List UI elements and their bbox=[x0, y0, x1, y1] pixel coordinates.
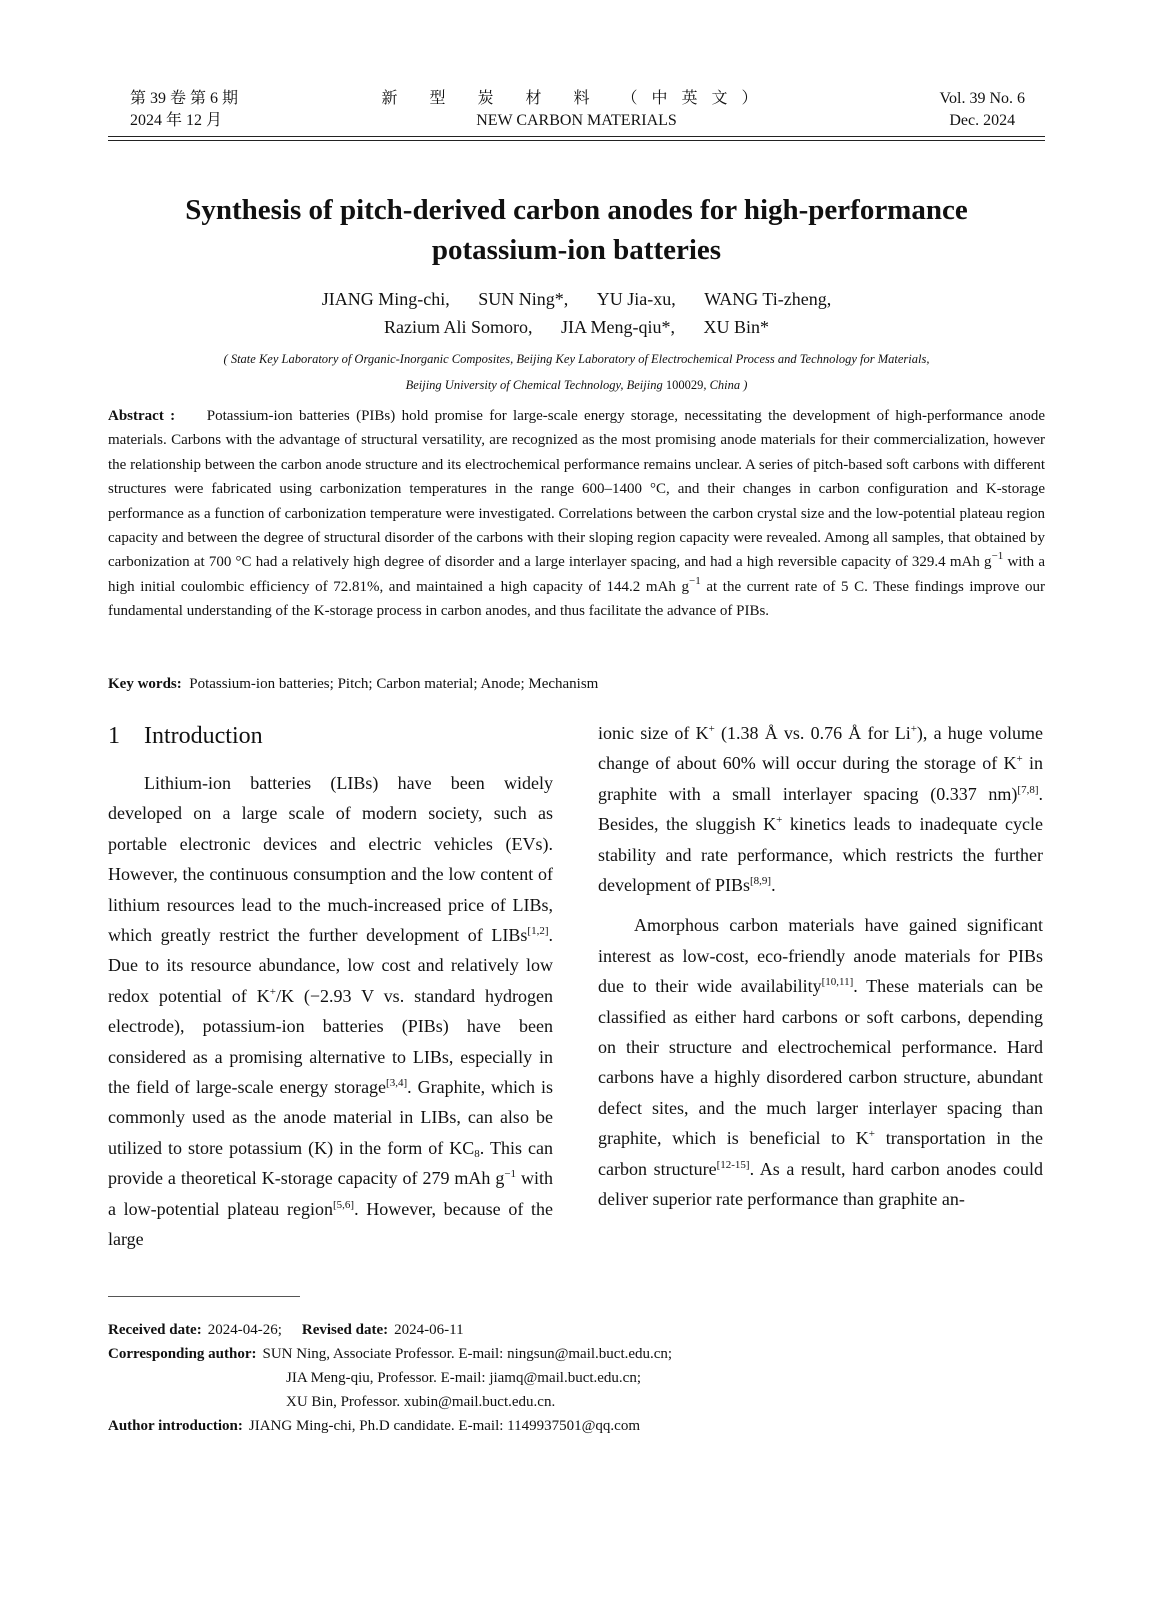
superscript: + bbox=[776, 814, 783, 827]
text: (1.38 Å vs. 0.76 Å for Li bbox=[714, 723, 911, 743]
author: Razium Ali Somoro, bbox=[383, 317, 533, 337]
corresponding-author: JIA Meng-qiu, Professor. E-mail: jiamq@mail.buct.edu.cn; bbox=[286, 1370, 642, 1386]
text: . These materials can be classified as either hard carbons or soft carbons, depending on their structure and electrochemical performance. Hard carbons have a highly disordered carbon structure, abundant defect sites, and the much larger interlayer spacing than graphite, which is beneficial to K bbox=[598, 976, 1043, 1149]
text: kinetics leads to inadequate cycle stability and rate performance, which restricts the further development of PIBs bbox=[598, 814, 1043, 896]
text: Lithium-ion batteries (LIBs) have been widely developed on a large scale of modern society, such as portable electronic devices and electric vehicles (EVs). However, the continuous consumption and the low content of lithium resources lead to the much-increased price of LIBs, which greatly restrict the further development of LIBs bbox=[108, 773, 553, 946]
abstract-text: with a high initial coulombic efficiency of 72.81%, and maintained a high capacity of 144.2 mAh g bbox=[108, 554, 1045, 595]
section-title: Introduction bbox=[144, 723, 263, 749]
paragraph bbox=[108, 768, 553, 1255]
affiliation-text: , China ) bbox=[703, 378, 748, 392]
received-date: 2024-04-26; bbox=[207, 1322, 282, 1338]
journal-name-en: NEW CARBON MATERIALS bbox=[476, 112, 677, 129]
corresponding-author: XU Bin, Professor. xubin@mail.buct.edu.cn. bbox=[286, 1394, 556, 1410]
title-line-1: Synthesis of pitch-derived carbon anodes for high-performance bbox=[185, 194, 968, 226]
text: with a low-potential plateau region bbox=[108, 1168, 553, 1219]
volume-issue-en: Vol. 39 No. 6 bbox=[939, 90, 1025, 107]
abstract-text: at the current rate of 5 C. These findings improve our fundamental understanding of the K-storage process in carbon anodes, and thus facilitate the advance of PIBs. bbox=[108, 578, 1045, 620]
citation: [5,6] bbox=[332, 1198, 355, 1211]
author: SUN Ning*, bbox=[478, 289, 569, 309]
paper-title bbox=[108, 190, 1045, 270]
paragraph bbox=[598, 718, 1043, 900]
footnotes bbox=[108, 1318, 1045, 1438]
citation: [8,9] bbox=[749, 875, 772, 888]
journal-name-cn: 新 型 炭 材 料 （中英文） bbox=[381, 90, 772, 107]
citation: [7,8] bbox=[1017, 783, 1039, 796]
keywords-text: Potassium-ion batteries; Pitch; Carbon material; Anode; Mechanism bbox=[189, 676, 599, 692]
author-list bbox=[108, 285, 1045, 341]
corresponding-author: SUN Ning, Associate Professor. E-mail: ningsun@mail.buct.edu.cn; bbox=[262, 1346, 673, 1362]
footnote-rule bbox=[108, 1296, 300, 1297]
affiliation bbox=[108, 346, 1045, 398]
text: . Besides, the sluggish K bbox=[598, 783, 1043, 835]
author-intro-label: Author introduction: bbox=[108, 1418, 243, 1434]
citation: [10,11] bbox=[821, 976, 854, 989]
header-rule-thin bbox=[108, 140, 1045, 141]
paragraph bbox=[598, 910, 1043, 1214]
text: in graphite with a small interlayer spacing (0.337 nm) bbox=[598, 753, 1043, 804]
superscript: + bbox=[910, 723, 917, 735]
text: Amorphous carbon materials have gained significant interest as low-cost, eco-friendly anode materials for PIBs due to their wide availability bbox=[598, 915, 1043, 997]
superscript: + bbox=[1016, 753, 1023, 766]
text: . However, because of the large bbox=[108, 1198, 553, 1250]
keywords bbox=[108, 672, 1045, 696]
received-label: Received date: bbox=[108, 1322, 202, 1338]
keywords-label: Key words: bbox=[108, 676, 182, 692]
dates-row bbox=[108, 1318, 1045, 1342]
corresponding-label: Corresponding author: bbox=[108, 1346, 257, 1362]
left-column bbox=[108, 718, 553, 1255]
issue-info-en bbox=[940, 88, 1026, 132]
corresponding-row bbox=[108, 1342, 1045, 1366]
volume-issue-cn: 第 39 卷 第 6 期 bbox=[130, 90, 239, 107]
text: . Graphite, which is commonly used as the anode material in LIBs, can also be utilized to store potassium (K) in the form of KC bbox=[108, 1077, 553, 1158]
section-heading bbox=[108, 718, 553, 754]
author-intro: JIANG Ming-chi, Ph.D candidate. E-mail: 1149937501@qq.com bbox=[248, 1418, 641, 1434]
author: JIANG Ming-chi, bbox=[321, 289, 450, 309]
text: ionic size of K bbox=[598, 723, 709, 743]
date-en: Dec. 2024 bbox=[949, 112, 1016, 129]
subscript: 8 bbox=[474, 1147, 480, 1160]
date-cn: 2024 年 12 月 bbox=[130, 112, 223, 129]
superscript: −1 bbox=[991, 550, 1004, 563]
citation: [12-15] bbox=[716, 1158, 750, 1171]
postal-code: 100029 bbox=[665, 378, 704, 392]
right-column bbox=[598, 718, 1043, 1215]
abstract-text: Potassium-ion batteries (PIBs) hold promise for large-scale energy storage, necessitating the development of high-performance anode materials. Carbons with the advantage of structural versatility, are recognized as the most promising anode materials for their commercialization, however the relationship between the carbon anode structure and its electrochemical performance remains unclear. A series of pitch-based soft carbons with different structures were fabricated using carbonization temperatures in the range 600–1400 °C, and their changes in carbon configuration and K-storage performance as a function of carbonization temperature were investigated. Correlations between the carbon crystal size and the low-potential plateau region capacity and between the degree of structural disorder of the carbons with their sloping region capacity were revealed. Among all samples, that obtained by carbonization at 700 °C had a relatively high degree of disorder and a large interlayer spacing, and had a high reversible capacity of 329.4 mAh g bbox=[108, 408, 1045, 571]
superscript: + bbox=[868, 1128, 876, 1141]
section-number: 1 bbox=[108, 723, 120, 749]
superscript: + bbox=[269, 985, 276, 998]
revised-label: Revised date: bbox=[301, 1322, 389, 1338]
abstract bbox=[108, 404, 1045, 624]
abstract-label: Abstract : bbox=[108, 408, 176, 424]
text: transportation in the carbon structure bbox=[598, 1128, 1043, 1179]
affiliation-text: Beijing University of Chemical Technology, Beijing bbox=[405, 378, 666, 392]
citation: [3,4] bbox=[386, 1077, 408, 1090]
text: /K (−2.93 V vs. standard hydrogen electrode), potassium-ion batteries (PIBs) have been considered as a promising alternative to LIBs, especially in the field of large-scale energy storage bbox=[108, 985, 553, 1098]
title-line-2: potassium-ion batteries bbox=[431, 234, 722, 266]
revised-date: 2024-06-11 bbox=[394, 1322, 464, 1338]
author: YU Jia-xu, bbox=[596, 289, 676, 309]
text: ), a huge volume change of about 60% will occur during the storage of K bbox=[598, 723, 1043, 774]
superscript: −1 bbox=[689, 574, 701, 587]
text: . As a result, hard carbon anodes could deliver superior rate performance than graphite an- bbox=[598, 1158, 1043, 1210]
superscript: + bbox=[708, 723, 715, 735]
author-intro-row bbox=[108, 1414, 1045, 1438]
header-rule-thick bbox=[108, 136, 1045, 137]
author: JIA Meng-qiu*, bbox=[560, 317, 675, 337]
text: . Due to its resource abundance, low cost and relatively low redox potential of K bbox=[108, 925, 553, 1006]
author: XU Bin* bbox=[703, 317, 769, 337]
author: WANG Ti-zheng, bbox=[704, 289, 832, 309]
text: . This can provide a theoretical K-storage capacity of 279 mAh g bbox=[108, 1137, 553, 1189]
affiliation-line-1: ( State Key Laboratory of Organic-Inorganic Composites, Beijing Key Laboratory of Electrochemical Process and Technology for Materials, bbox=[223, 352, 930, 366]
journal-name bbox=[108, 88, 1045, 132]
affiliation-line-2 bbox=[108, 372, 1045, 398]
journal-header bbox=[108, 88, 1045, 132]
superscript: −1 bbox=[504, 1168, 517, 1181]
text: . bbox=[771, 875, 776, 896]
citation: [1,2] bbox=[527, 925, 549, 938]
